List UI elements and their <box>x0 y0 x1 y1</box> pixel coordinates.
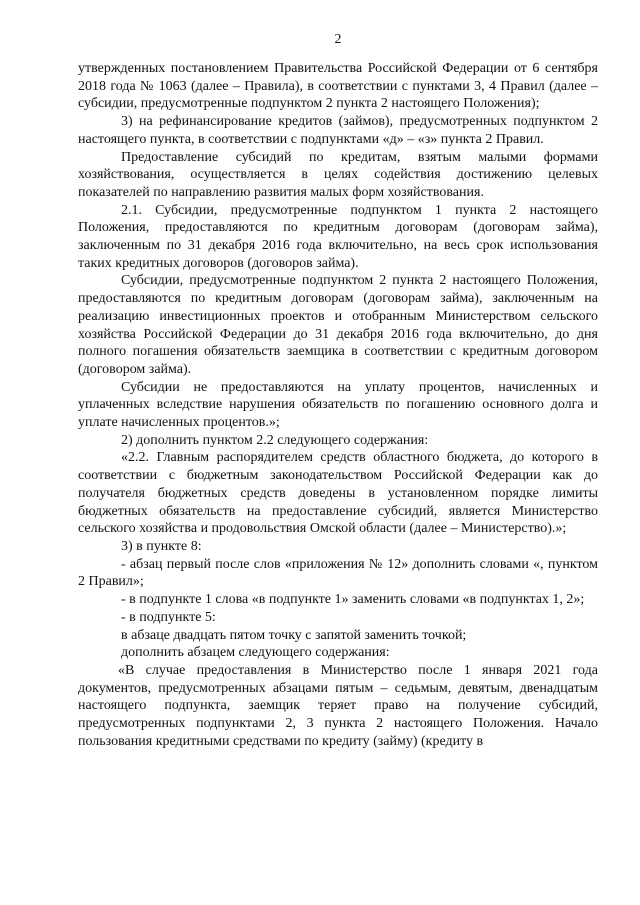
paragraph: дополнить абзацем следующего содержания: <box>121 645 390 661</box>
paragraph: «2.2. Главным распорядителем средств областного бюджета, до которого в соответствии с бюджетным законодательством Российской Федерации как до получателя бюджетных средств доведены в установленном порядке лимиты бюджетных обязательств на предоставление субсидий, является Министерство сельского хозяйства и продовольствия Омской области (далее – Министерство).»; <box>78 450 598 537</box>
paragraph: «В случае предоставления в Министерство после 1 января 2021 года документов, предусмотренных абзацами пятым – седьмым, девятым, двенадцатым настоящего подпункта, заемщик теряет право на получение субсидий, предусмотренных подпунктами 2, 3 пункта 2 настоящего Положения. Начало пользования кредитными средствами по кредиту (займу) (кредиту в <box>78 662 598 749</box>
paragraph: - в подпункте 5: <box>121 609 216 625</box>
paragraph: - в подпункте 1 слова «в подпункте 1» заменить словами «в подпунктах 1, 2»; <box>121 592 585 608</box>
paragraph: 2.1. Субсидии, предусмотренные подпунктом 1 пункта 2 настоящего Положения, предоставляются по кредитным договорам (договорам займа), заключенным по 31 декабря 2016 года включительно, на весь срок использования таких кредитных договоров (договоров займа). <box>78 202 598 271</box>
paragraph: Предоставление субсидий по кредитам, взятым малыми формами хозяйствования, осуществляется в целях содействия достижению целевых показателей по направлению развития малых форм хозяйствования. <box>78 149 598 200</box>
paragraph: в абзаце двадцать пятом точку с запятой заменить точкой; <box>121 627 467 643</box>
document-body <box>78 60 598 750</box>
paragraph: Субсидии не предоставляются на уплату процентов, начисленных и уплаченных вследствие нарушения обязательств по погашению основного долга и уплате начисленных процентов.»; <box>78 379 598 431</box>
paragraph: утвержденных постановлением Правительства Российской Федерации от 6 сентября 2018 года № 1063 (далее – Правила), в соответствии с пунктами 3, 4 Правил (далее – субсидии, предусмотренные подпунктом 2 пункта 2 настоящего Положения); <box>78 61 598 112</box>
paragraph: - абзац первый после слов «приложения № 12» дополнить словами «, пунктом 2 Правил»; <box>78 556 598 590</box>
page-number: 2 <box>334 32 342 47</box>
paragraph: 3) в пункте 8: <box>121 538 202 554</box>
paragraph: 3) на рефинансирование кредитов (займов), предусмотренных подпунктом 2 настоящего пункта, в соответствии с подпунктами «д» – «з» пункта 2 Правил. <box>78 114 598 147</box>
paragraph: 2) дополнить пунктом 2.2 следующего содержания: <box>121 432 429 448</box>
paragraph: Субсидии, предусмотренные подпунктом 2 пункта 2 настоящего Положения, предоставляются по кредитным договорам (договорам займа), заключенным на реализацию инвестиционных проектов и отобранным Министерством сельского хозяйства Российской Федерации до 31 декабря 2016 года включительно, до дня полного погашения обязательств заемщика в соответствии с кредитным договором (договором займа). <box>78 273 598 377</box>
